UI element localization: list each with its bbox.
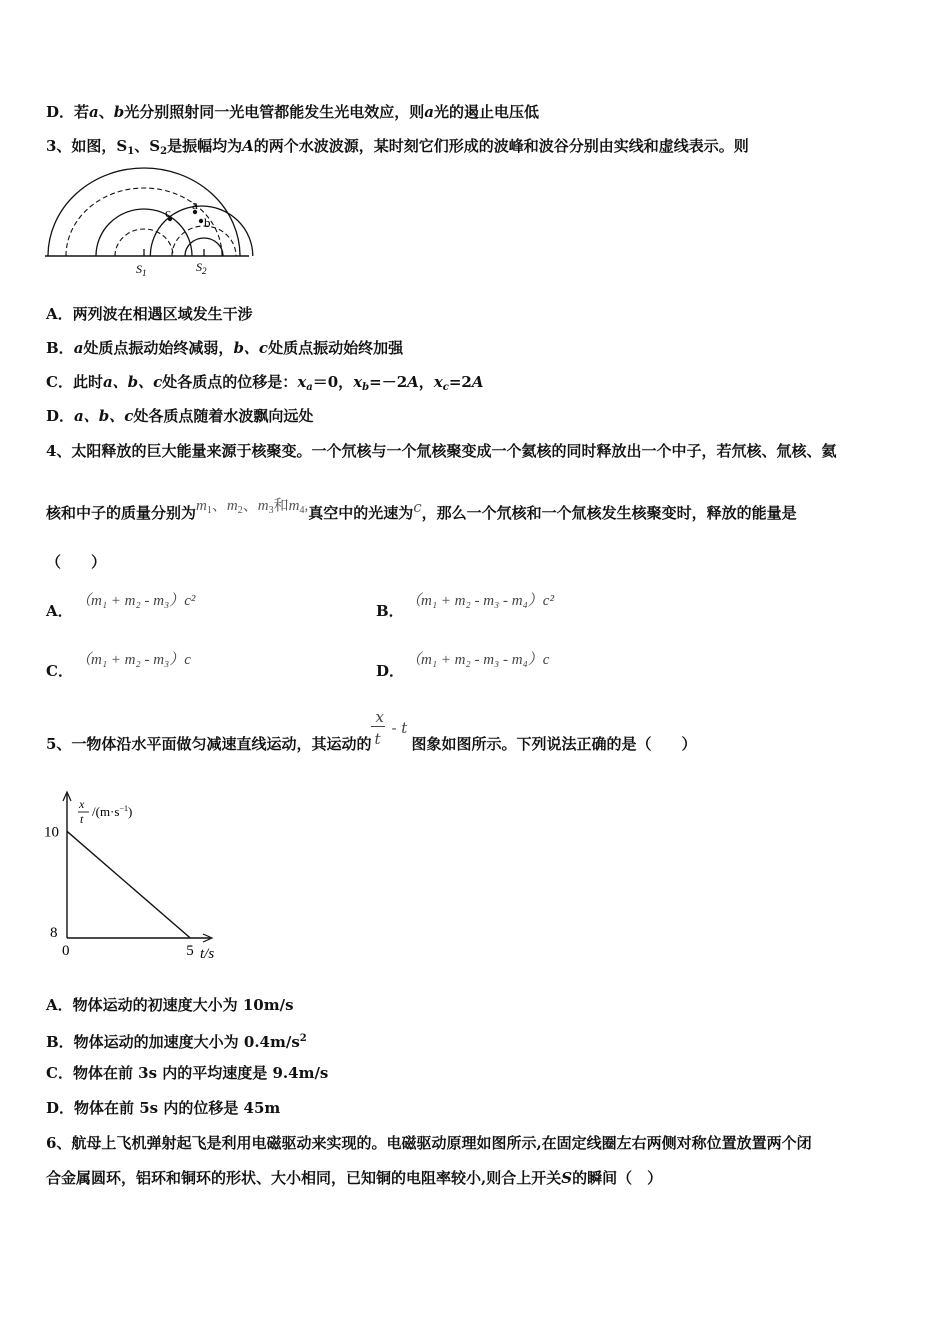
- q5-option-a: A．物体运动的初速度大小为 10m/s: [46, 996, 294, 1014]
- q4-stem-line1: 4、太阳释放的巨大能量来源于核聚变。一个氘核与一个氚核聚变成一个氦核的同时释放出一个中子，若氘核、氚核、氦: [46, 442, 837, 460]
- q4-option-d-formula: （m₁ + m₂ - m₃ - m₄）c: [406, 652, 550, 668]
- q3-label-s2: $S_2$: [196, 260, 207, 276]
- q3-option-a: A．两列波在相遇区域发生干涉: [46, 305, 253, 323]
- q3-label-b: b: [204, 215, 211, 230]
- q4-option-c-label: C．: [46, 662, 73, 680]
- q5-option-c: C．物体在前 3s 内的平均速度是 9.4m/s: [46, 1064, 329, 1082]
- q3-label-s1: $S_1$: [136, 262, 147, 278]
- x-tick-5: 5: [186, 943, 194, 959]
- q5-option-d: D．物体在前 5s 内的位移是 45m: [46, 1099, 281, 1117]
- q6-stem-line1: 6、航母上飞机弹射起飞是利用电磁驱动来实现的。电磁驱动原理如图所示,在固定线圈左右两侧对称位置放置两个闭: [46, 1134, 812, 1152]
- y-label-unit: $/(m\cdot s^{-1})$: [92, 804, 133, 819]
- q4-option-a-label: A．: [46, 602, 73, 620]
- q3-option-b: B．a处质点振动始终减弱，b、c处质点振动始终加强: [46, 339, 404, 357]
- q3-option-d: D．a、b、c处各质点随着水波飘向远处: [46, 407, 314, 425]
- q5-stem: 5、一物体沿水平面做匀减速直线运动，其运动的 x t - t 图象如图所示。下列说法正确的是（ ）: [46, 708, 697, 753]
- y-tick-8: 8: [50, 925, 58, 941]
- q4-option-d-label: D．: [376, 662, 405, 680]
- q5-vt-chart: [40, 788, 240, 968]
- q3-label-c: c: [165, 205, 171, 220]
- q4-option-b-formula: （m₁ + m₂ - m₃ - m₄）c²: [406, 593, 554, 609]
- y-tick-10: 10: [44, 824, 59, 841]
- y-label-num: x: [79, 797, 85, 811]
- q4-option-c-formula: （m₁ + m₂ - m₃）c: [76, 652, 191, 668]
- q4-option-b-label: B．: [376, 602, 404, 620]
- q4-option-a-formula: （m₁ + m₂ - m₃）c²: [76, 593, 196, 609]
- data-line: [67, 831, 190, 938]
- q2-option-d: D．若a、b光分别照射同一光电管都能发生光电效应，则a光的遏止电压低: [46, 103, 540, 121]
- q5-option-b: B．物体运动的加速度大小为 $0.4m/s^2$: [46, 1033, 307, 1051]
- q3-wave-figure: [42, 163, 257, 283]
- q4-answer-paren: （ ）: [46, 553, 107, 571]
- q3-stem: 3、如图，$S_1$、$S_2$是振幅均为A的两个水波波源，某时刻它们形成的波峰和波谷分别由实线和虚线表示。则: [46, 137, 749, 157]
- q3-option-c: C．此时a、b、c处各质点的位移是：$x_a=0$，$x_b=-2A$，$x_c=2A$: [46, 373, 484, 393]
- q4-stem-line2: 核和中子的质量分别为$m_1$、$m_2$、$m_3$和$m_4$,真空中的光速为c，那么一个氘核和一个氚核发生核聚变时，释放的能量是: [46, 498, 797, 522]
- x-tick-0: 0: [62, 943, 70, 959]
- y-label-den: t: [80, 812, 84, 826]
- q3-label-a: a: [192, 197, 198, 212]
- q6-stem-line2: 合金属圆环，铝环和铜环的形状、大小相同，已知铜的电阻率较小,则合上开关S的瞬间（ ）: [46, 1169, 663, 1187]
- x-label: t/s: [200, 946, 215, 962]
